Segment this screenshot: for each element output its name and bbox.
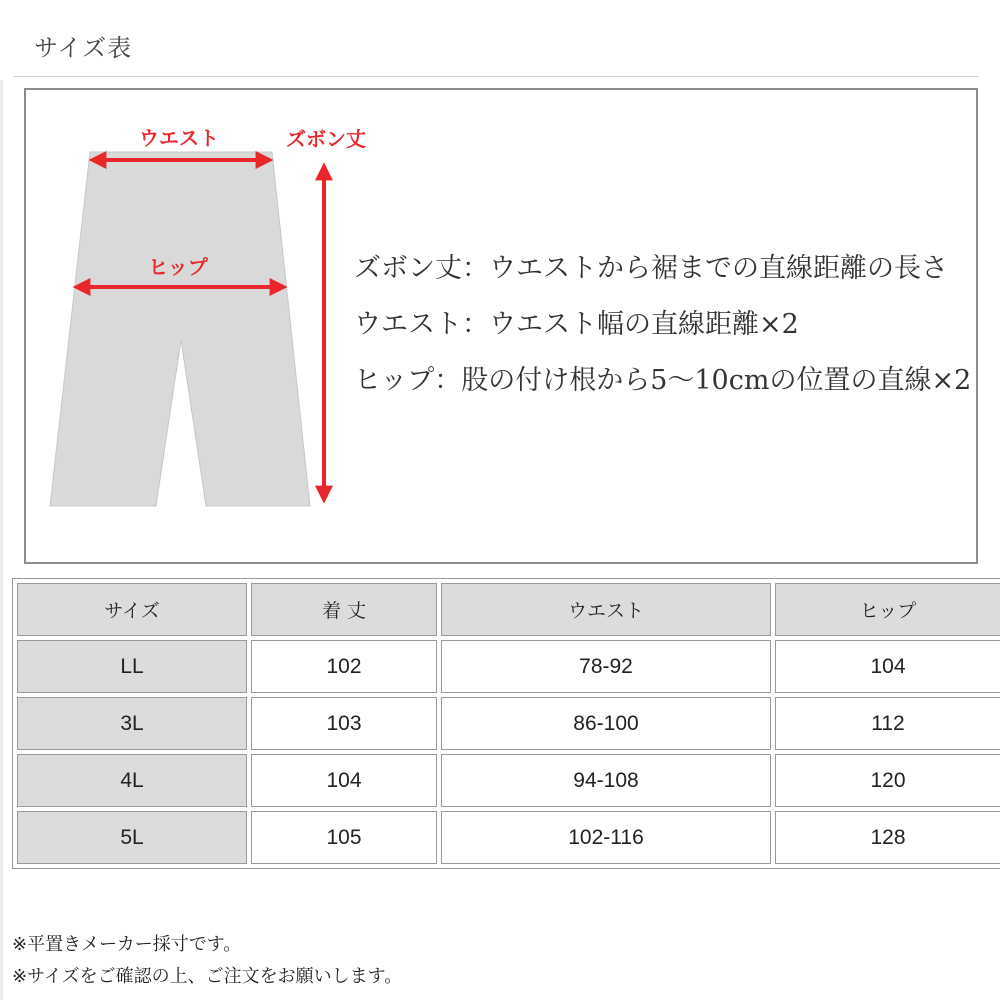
size-cell: 3L: [17, 697, 247, 750]
order-note: ※サイズをご確認の上、ご注文をお願いします。: [12, 966, 403, 987]
size-table: [12, 578, 1000, 869]
size-cell: LL: [17, 640, 247, 693]
length-cell: 105: [251, 811, 437, 864]
size-cell: 5L: [17, 811, 247, 864]
waist-label: ウエスト: [139, 126, 219, 150]
measurement-note: ※平置きメーカー採寸です。: [12, 934, 242, 955]
measurement-diagram: [24, 88, 978, 564]
hip-cell: 120: [775, 754, 1000, 807]
header-waist: ウエスト: [441, 583, 771, 636]
header-size: サイズ: [17, 583, 247, 636]
waist-cell: 78-92: [441, 640, 771, 693]
table-row: [17, 754, 1000, 807]
table-row: [17, 640, 1000, 693]
hip-description: ヒップ：股の付け根から5～10cmの位置の直線×2: [354, 365, 972, 396]
table-row: [17, 811, 1000, 864]
hip-label: ヒップ: [148, 255, 208, 279]
size-cell: 4L: [17, 754, 247, 807]
waist-cell: 102-116: [441, 811, 771, 864]
length-cell: 102: [251, 640, 437, 693]
length-description: ズボン丈：ウエストから裾までの直線距離の長さ: [354, 253, 948, 284]
header-length: 着 丈: [251, 583, 437, 636]
hip-cell: 104: [775, 640, 1000, 693]
pants-silhouette: [50, 152, 310, 506]
length-cell: 103: [251, 697, 437, 750]
hip-cell: 128: [775, 811, 1000, 864]
page-title: サイズ表: [34, 34, 133, 62]
hip-cell: 112: [775, 697, 1000, 750]
length-label: ズボン丈: [286, 127, 366, 151]
waist-cell: 94-108: [441, 754, 771, 807]
length-cell: 104: [251, 754, 437, 807]
header-hip: ヒップ: [775, 583, 1000, 636]
waist-cell: 86-100: [441, 697, 771, 750]
title-divider: [14, 76, 978, 77]
waist-description: ウエスト：ウエスト幅の直線距離×2: [354, 309, 799, 340]
table-header-row: [17, 583, 1000, 636]
table-row: [17, 697, 1000, 750]
left-edge-line: [0, 80, 3, 1000]
